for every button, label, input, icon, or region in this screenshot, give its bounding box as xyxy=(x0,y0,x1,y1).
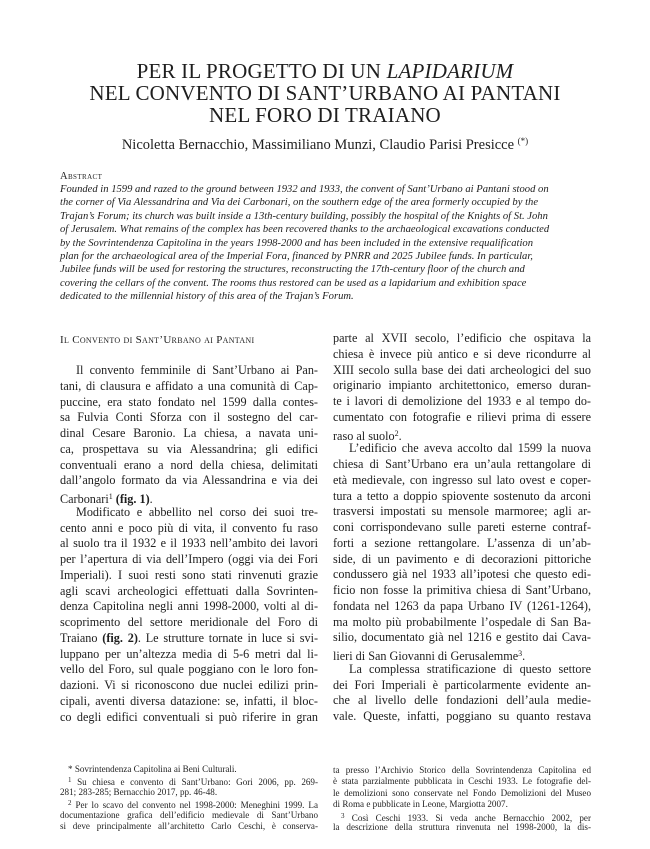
abstract-line: Founded in 1599 and razed to the ground between 1932 and 1933, the convent of Sant’Urbano ai Pantani stood on xyxy=(60,184,549,195)
body-line: fondata nel 1263 da papa Urbano IV (1261-1264), xyxy=(333,598,591,613)
abstract-body xyxy=(60,183,590,304)
title-line-3: NEL FORO DI TRAIANO xyxy=(209,103,441,127)
paper-title xyxy=(40,60,610,126)
body-column-right xyxy=(333,331,591,725)
body-line: forti a sezione rettangolare. L’assenza di un’ab- xyxy=(333,535,591,550)
body-line: La complessa stratificazione di questo settore xyxy=(349,661,591,676)
body-line: Imperiali). I suoi resti sono stati rinvenuti grazie xyxy=(60,567,318,582)
footnote-line: si deve principalmente all’architetto Carlo Ceschi, è conserva- xyxy=(60,820,318,831)
footnote-line: * Sovrintendenza Capitolina ai Beni Culturali. xyxy=(68,764,237,774)
footnotes-left xyxy=(60,764,318,832)
abstract-line: the corner of Via Alessandrina and Via dei Carbonari, on the southern edge of the area formerly occupied by the xyxy=(60,197,539,209)
figure-ref: (fig. 2) xyxy=(102,630,138,645)
abstract-line: of Jerusalem. What remains of the complex has been recovered thanks to the archaeological excavations conducted xyxy=(60,224,550,236)
author-footnote-mark: (*) xyxy=(517,136,529,146)
body-line: condussero già nel 1933 all’ipotesi che questo edi- xyxy=(333,567,591,582)
abstract-line: by the Sovrintendenza Capitolina in the years 1998-2000 and has been included in the extensive requalification xyxy=(60,237,533,249)
body-line: dei Fori Imperiali è particolarmente evidente an- xyxy=(333,677,591,692)
body-text: lieri di San Giovanni di Gerusalemme xyxy=(333,649,519,663)
body-line: che al livello delle fondazioni dell’aula medie- xyxy=(333,693,591,708)
abstract-line: dedicated to the millennial history of this area of the Trajan’s Forum. xyxy=(60,291,354,303)
body-line: vello del Foro, sul quale poggiano con le loro fon- xyxy=(60,662,318,677)
title-line-1-prefix: PER IL PROGETTO DI UN xyxy=(136,59,387,83)
body-line xyxy=(333,426,591,442)
footnote-ref: 2 xyxy=(394,428,399,438)
footnote-ref: 1 xyxy=(108,492,113,501)
footnote-line: documentazione grafica dell’edificio medievale di Sant’Urbano xyxy=(60,809,318,820)
body-line: sa Fulvia Conti Sforza con il sostegno del car- xyxy=(60,410,318,425)
abstract-line: Jubilee funds will be used for restoring the structures, reconstructing the 17th-century floor of the church and xyxy=(60,264,525,276)
body-line xyxy=(60,631,318,647)
body-column-left xyxy=(60,363,318,725)
body-line: XIII secolo sulla base dei dati archeologici del suo xyxy=(333,362,591,377)
body-line: chiesa di Sant’Urbano era un’aula rettangolare di xyxy=(333,457,591,471)
footnote-line: ta presso l’Archivio Storico della Sovrintendenza Capitolina ed xyxy=(333,765,591,775)
abstract-line: covering the cellars of the convent. The rooms thus restored can be used as a lapidarium and exhibition space xyxy=(60,277,527,289)
footnote-line: la descrizione della struttura rinvenuta nel 1998-2000, la dis- xyxy=(333,821,591,832)
footnote-line: è stata parzialmente pubblicata in Ceschi 1933. Le fotografie del- xyxy=(333,776,591,787)
body-line: coni corrispondevano sulle pareti esterne contraf- xyxy=(333,520,591,534)
body-line: al suolo tra il 1932 e il 1933 nell’ambito dei lavori xyxy=(60,536,318,551)
body-line: trasversi impostati su mensole marmoree; agli ar- xyxy=(333,504,591,519)
body-text: . xyxy=(522,649,526,663)
body-line xyxy=(333,646,591,662)
body-line: dall’angolo formato da via Alessandrina e via dei xyxy=(60,473,318,488)
body-line: agli scavi archeologici effettuati dalla Sovrinten- xyxy=(60,583,318,598)
body-line: chiesa è invece più antico e si deve ricondurre al xyxy=(333,346,591,361)
title-line-2: NEL CONVENTO DI SANT’URBANO AI PANTANI xyxy=(89,81,561,105)
body-line: dinal Cesare Baronio. La chiesa, a navata uni- xyxy=(60,426,318,440)
body-text: . xyxy=(149,492,153,506)
footnote-ref: 3 xyxy=(518,649,523,658)
footnote-number: 2 xyxy=(68,799,72,808)
body-line: puccine, era stato fondato nel 1599 dalla contes- xyxy=(60,394,318,409)
body-line: vale. Queste, infatti, poggiano su quanto restava xyxy=(333,709,591,723)
body-line: Il convento femminile di Sant’Urbano ai Pan- xyxy=(76,363,318,377)
body-line: cento anni e poco più di vita, il convento fu raso xyxy=(60,520,318,535)
footnote-line: le demolizioni sono conservate nel Fondo Demolizioni del Museo xyxy=(333,787,591,798)
body-line: parte al XVII secolo, l’edificio che ospitava la xyxy=(333,331,591,345)
body-line: scoprimento del settore meridionale del Foro di xyxy=(60,615,318,629)
footnote-text: Su chiesa e convento di Sant’Urbano: Gori 2006, pp. 269- xyxy=(77,777,318,788)
figure-ref: (fig. 1) xyxy=(115,492,150,506)
body-line: ficio non fosse la primitiva chiesa di Sant’Urbano, xyxy=(333,583,591,597)
body-line xyxy=(60,489,318,505)
body-line: ma molto più probabilmente l’ospedale di San Ba- xyxy=(333,614,591,629)
body-text: . xyxy=(398,428,402,443)
body-line: side, di un pavimento e di decorazioni pittoriche xyxy=(333,551,591,566)
body-text: Traiano xyxy=(60,630,98,645)
body-line: cipali, aventi diversa datazione: se, infatti, il bloc- xyxy=(60,693,318,708)
footnotes-right xyxy=(333,765,591,833)
body-line: co degli edifici conventuali si può riferire in gran xyxy=(60,709,318,724)
author-names: Nicoletta Bernacchio, Massimiliano Munzi, Claudio Parisi Presicce xyxy=(121,137,515,153)
footnote-text: Per lo scavo del convento nel 1998-2000: Meneghini 1999. La xyxy=(75,800,318,811)
body-line: dazioni. Vi si riconoscono due nuclei edilizi prin- xyxy=(60,678,318,692)
body-line: L’edificio che aveva accolto dal 1599 la nuova xyxy=(349,441,591,456)
body-line: tura a tetto a doppio spiovente sostenuto da arconi xyxy=(333,488,591,503)
footnote-number: 1 xyxy=(68,776,72,785)
title-line-1-italic: LAPIDARIUM xyxy=(386,59,514,83)
body-line: denza Capitolina negli anni 1998-2000, volti al di- xyxy=(60,599,318,614)
body-line: luppano per un’altezza media di 5-6 metri dal li- xyxy=(60,646,318,661)
body-line: tani, di clausura e affidato a una comunità di Cap- xyxy=(60,378,318,393)
section-heading: Il Convento di Sant’Urbano ai Pantani xyxy=(60,334,255,346)
body-line: età medievale, con ingresso sul lato ovest e coper- xyxy=(333,472,591,487)
footnote-number: 3 xyxy=(341,811,345,820)
body-text: Carbonari xyxy=(60,492,109,506)
abstract-line: plan for the archaeological area of the Imperial Fora, financed by PNRR and 2025 Jubilee funds. In particular, xyxy=(60,251,533,263)
abstract-line: Trajan’s Forum; its church was built inside a 13th-century building, possibly the hospital of the Knights of St. John xyxy=(60,210,548,222)
body-line: cumentato con fotografie e rilievi prima di essere xyxy=(333,409,591,424)
body-line: Modificato e abbellito nel corso dei suoi tre- xyxy=(76,504,318,519)
footnote-text: Così Ceschi 1933. Si veda anche Bernacchio 2002, per xyxy=(351,812,591,823)
authors xyxy=(40,136,610,154)
footnote-line xyxy=(60,775,318,786)
footnote-line xyxy=(60,798,318,809)
body-line: conventuali erano a nord della chiesa, delimitati xyxy=(60,457,318,472)
footnote-line xyxy=(333,811,591,822)
body-text: raso al suolo xyxy=(333,428,395,443)
body-line: te i lavori di demolizione del 1933 e al tempo do- xyxy=(333,394,591,408)
body-text: . Le strutture tornate in luce si svi- xyxy=(137,630,319,645)
footnote-line: di Roma e pubblicate in Leone, Margiotta 2007. xyxy=(333,799,508,810)
body-line: ca, prospettava su via Alessandrina; gli edifici xyxy=(60,441,318,456)
body-line: originario impianto architettonico, emerso duran- xyxy=(333,378,591,393)
footnote-line: 281; 283-285; Bernacchio 2017, pp. 46-48. xyxy=(60,786,218,797)
abstract-label: Abstract xyxy=(60,171,103,182)
body-line: silio, documentato già nel 1216 e gestito dai Cava- xyxy=(333,630,591,645)
body-line: per l’apertura di via dell’Impero (oggi via dei Fori xyxy=(60,552,318,566)
title-line-1 xyxy=(40,60,610,82)
